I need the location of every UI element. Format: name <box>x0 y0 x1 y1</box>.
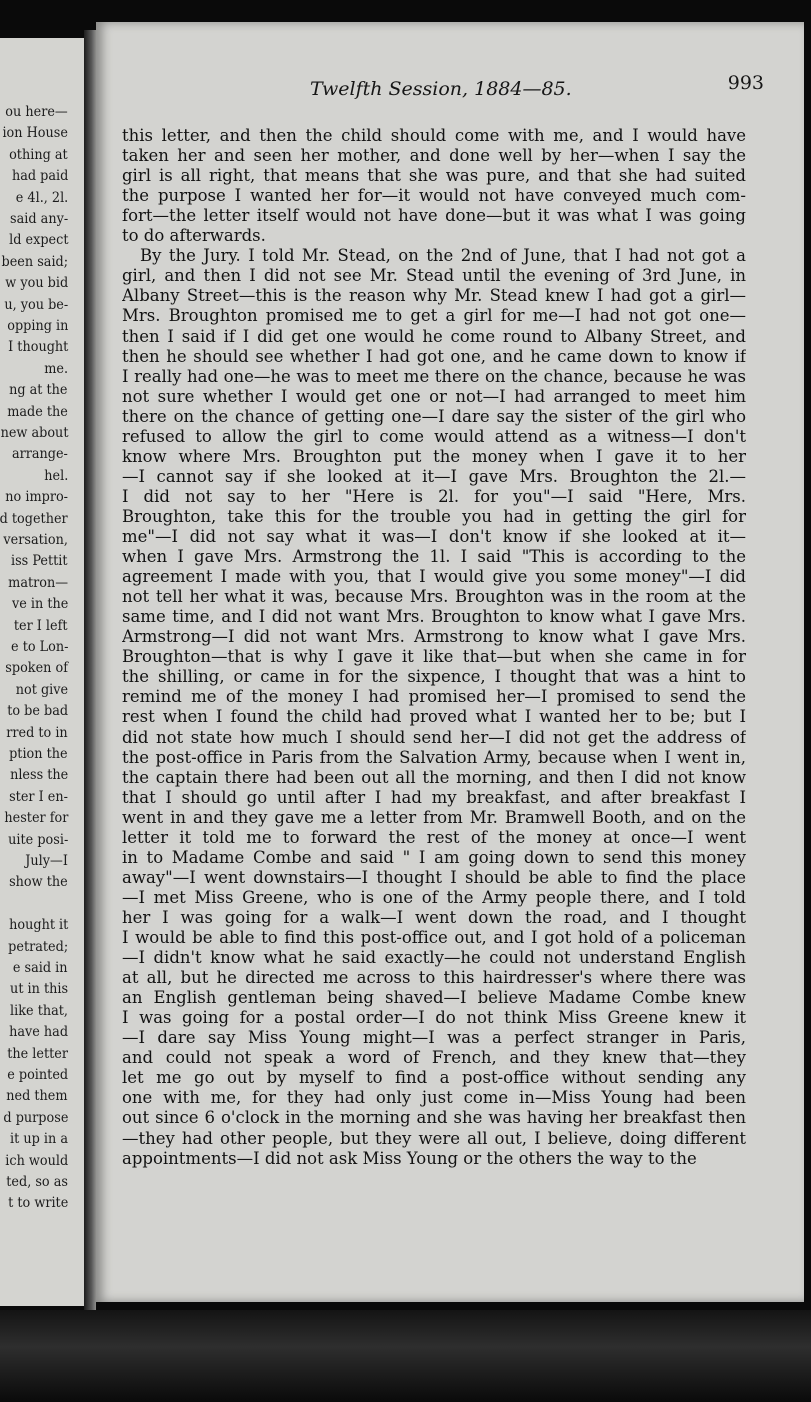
body-line: out since 6 o'clock in the morning and she was having her breakfast then <box>122 1108 746 1128</box>
left-page-line: e 4l., 2l. <box>15 189 68 206</box>
body-line: one with me, for they had only just come in—Miss Young had been <box>122 1088 746 1108</box>
left-page-line: ption the <box>9 746 68 762</box>
left-page-line: arrange- <box>12 446 68 463</box>
left-page-line: ng at the <box>9 382 68 399</box>
body-line: I really had one—he was to meet me there on the chance, because he was <box>122 366 746 386</box>
body-line: Broughton—that is why I gave it like that—but when she came in for <box>122 647 746 667</box>
body-line: the post-office in Paris from the Salvation Army, because when I went in, <box>122 747 746 767</box>
left-page-line: e to Lon- <box>10 639 68 655</box>
left-page-line: made the <box>7 403 68 420</box>
left-page-line: othing at <box>9 146 68 163</box>
body-line: the purpose I wanted her for—it would not have conveyed much com- <box>122 186 746 206</box>
left-page-line: show the <box>9 874 68 891</box>
body-line: an English gentleman being shaved—I believe Madame Combe knew <box>122 988 746 1008</box>
left-page-line: said any- <box>9 211 68 227</box>
left-page-line: petrated; <box>7 938 68 955</box>
body-line: —I cannot say if she looked at it—I gave Mrs. Broughton the 2l.— <box>122 466 746 486</box>
body-line: at all, but he directed me across to this hairdresser's where there was <box>122 968 746 988</box>
left-page-line: iss Pettit <box>11 553 68 570</box>
left-page-line: e said in <box>13 960 68 976</box>
left-page-line: d purpose <box>2 1109 68 1126</box>
book-gutter <box>84 30 96 1310</box>
left-page-line: u, you be- <box>4 296 68 313</box>
left-page-line: ou here— <box>5 104 68 120</box>
body-line: rest when I found the child had proved what I wanted her to be; but I <box>122 707 746 727</box>
body-line: went in and they gave me a letter from Mr. Bramwell Booth, and on the <box>122 807 746 827</box>
body-line: Mrs. Broughton promised me to get a girl for me—I had not got one— <box>122 306 746 326</box>
left-page-line: ster I en- <box>9 788 68 805</box>
body-line: I would be able to find this post-office out, and I got hold of a policeman <box>122 928 746 947</box>
left-page-line: opping in <box>6 318 68 334</box>
body-line: By the Jury. I told Mr. Stead, on the 2nd of June, that I had not got a <box>140 246 746 266</box>
body-line: her I was going for a walk—I went down the road, and I thought <box>122 907 746 927</box>
left-page <box>0 38 86 1306</box>
left-page-line: it up in a <box>10 1131 68 1148</box>
body-line: agreement I made with you, that I would give you some money"—I did <box>122 567 746 587</box>
left-page-line: ve in the <box>11 596 68 613</box>
left-page-line: matron— <box>8 574 68 591</box>
left-page-line: the letter <box>7 1045 68 1062</box>
left-page-line: I thought <box>7 339 68 356</box>
right-page <box>96 22 804 1302</box>
body-line: me"—I did not say what it was—I don't know if she looked at it— <box>122 527 746 546</box>
body-line: fort—the letter itself would not have done—but it was what I was going <box>122 206 746 226</box>
body-line: know where Mrs. Broughton put the money when I gave it to her <box>122 446 746 466</box>
left-page-line: ned them <box>6 1088 68 1105</box>
left-page-line: had paid <box>11 168 68 185</box>
body-line: this letter, and then the child should come with me, and I would have <box>122 126 746 145</box>
body-line: same time, and I did not want Mrs. Broughton to know what I gave Mrs. <box>122 607 746 627</box>
body-line: —they had other people, but they were all out, I believe, doing different <box>122 1128 746 1148</box>
left-page-line: ter I left <box>14 617 68 634</box>
body-line: Armstrong—I did not want Mrs. Armstrong to know what I gave Mrs. <box>122 627 746 647</box>
left-page-line: me. <box>44 360 68 377</box>
body-line: girl is all right, that means that she was pure, and that she had suited <box>122 166 746 186</box>
body-line: the captain there had been out all the morning, and then I did not know <box>122 767 746 787</box>
body-line: did not state how much I should send her—I did not get the address of <box>122 727 746 747</box>
bottom-shadow-band <box>0 1310 811 1402</box>
left-page-line: hester for <box>4 810 68 827</box>
left-page-line: w you bid <box>5 275 68 292</box>
page-number: 993 <box>727 72 764 94</box>
body-line: Albany Street—this is the reason why Mr. Stead knew I had got a girl— <box>122 286 746 306</box>
left-page-line: ted, so as <box>6 1174 68 1190</box>
body-line: —I dare say Miss Young might—I was a perfect stranger in Paris, <box>122 1028 746 1048</box>
body-line: and could not speak a word of French, and they knew that—they <box>122 1048 746 1068</box>
body-line: not tell her what it was, because Mrs. Broughton was in the room at the <box>122 587 746 607</box>
body-line: refused to allow the girl to come would attend as a witness—I don't <box>122 426 746 446</box>
left-page-line: versation, <box>3 532 68 548</box>
left-page-line: have had <box>9 1024 68 1041</box>
running-head: Twelfth Session, 1884—85. <box>310 78 572 100</box>
body-line: —I didn't know what he said exactly—he could not understand English <box>122 948 746 968</box>
left-page-line: d together <box>0 510 68 527</box>
body-line: in to Madame Combe and said " I am going down to send this money <box>122 847 746 867</box>
body-line: I was going for a postal order—I do not think Miss Greene knew it <box>122 1008 746 1028</box>
body-line: there on the chance of getting one—I dare say the sister of the girl who <box>122 406 746 426</box>
left-page-line: been said; <box>1 253 68 270</box>
left-page-line: hought it <box>8 917 68 934</box>
body-line: I did not say to her "Here is 2l. for you"—I said "Here, Mrs. <box>122 486 746 506</box>
body-line: letter it told me to forward the rest of the money at once—I went <box>122 827 746 847</box>
left-page-line: new about <box>0 425 68 441</box>
left-page-line: like that, <box>10 1002 68 1019</box>
body-line: not sure whether I would get one or not—I had arranged to meet him <box>122 386 746 406</box>
body-line: taken her and seen her mother, and done well by her—when I say the <box>122 146 746 166</box>
body-line: remind me of the money I had promised her—I promised to send the <box>122 687 746 707</box>
body-line: to do afterwards. <box>122 226 266 246</box>
body-line: Broughton, take this for the trouble you had in getting the girl for <box>122 506 746 526</box>
left-page-line: ich would <box>5 1152 68 1169</box>
left-page-line: ion House <box>2 125 68 142</box>
body-line: then he should see whether I had got one, and he came down to know if <box>122 346 746 366</box>
left-page-line: hel. <box>43 467 68 484</box>
body-line: girl, and then I did not see Mr. Stead until the evening of 3rd June, in <box>122 266 746 286</box>
body-line: away"—I went downstairs—I thought I should be able to find the place <box>122 867 746 887</box>
body-line: let me go out by myself to find a post-office without sending any <box>122 1068 746 1088</box>
left-page-line: no impro- <box>5 489 68 506</box>
body-line: —I met Miss Greene, who is one of the Army people there, and I told <box>122 887 746 907</box>
body-line: that I should go until after I had my breakfast, and after breakfast I <box>122 787 746 807</box>
left-page-line: not give <box>15 681 68 698</box>
left-page-line: July—I <box>25 853 68 869</box>
body-line: then I said if I did get one would he come round to Albany Street, and <box>122 326 746 346</box>
left-page-line: spoken of <box>5 660 68 677</box>
left-page-line: ld expect <box>8 232 68 249</box>
body-line: the shilling, or came in for the sixpence, I thought that was a hint to <box>122 667 746 687</box>
left-page-line: nless the <box>9 767 68 784</box>
left-page-line: uite posi- <box>7 831 68 848</box>
left-page-line: rred to in <box>6 724 68 741</box>
left-page-line: ut in this <box>9 981 68 998</box>
left-page-line: to be bad <box>7 703 68 720</box>
body-line: when I gave Mrs. Armstrong the 1l. I said "This is according to the <box>122 547 746 567</box>
body-line: appointments—I did not ask Miss Young or the others the way to the <box>122 1148 697 1168</box>
left-page-line: t to write <box>7 1195 68 1212</box>
left-page-line: e pointed <box>7 1067 68 1083</box>
